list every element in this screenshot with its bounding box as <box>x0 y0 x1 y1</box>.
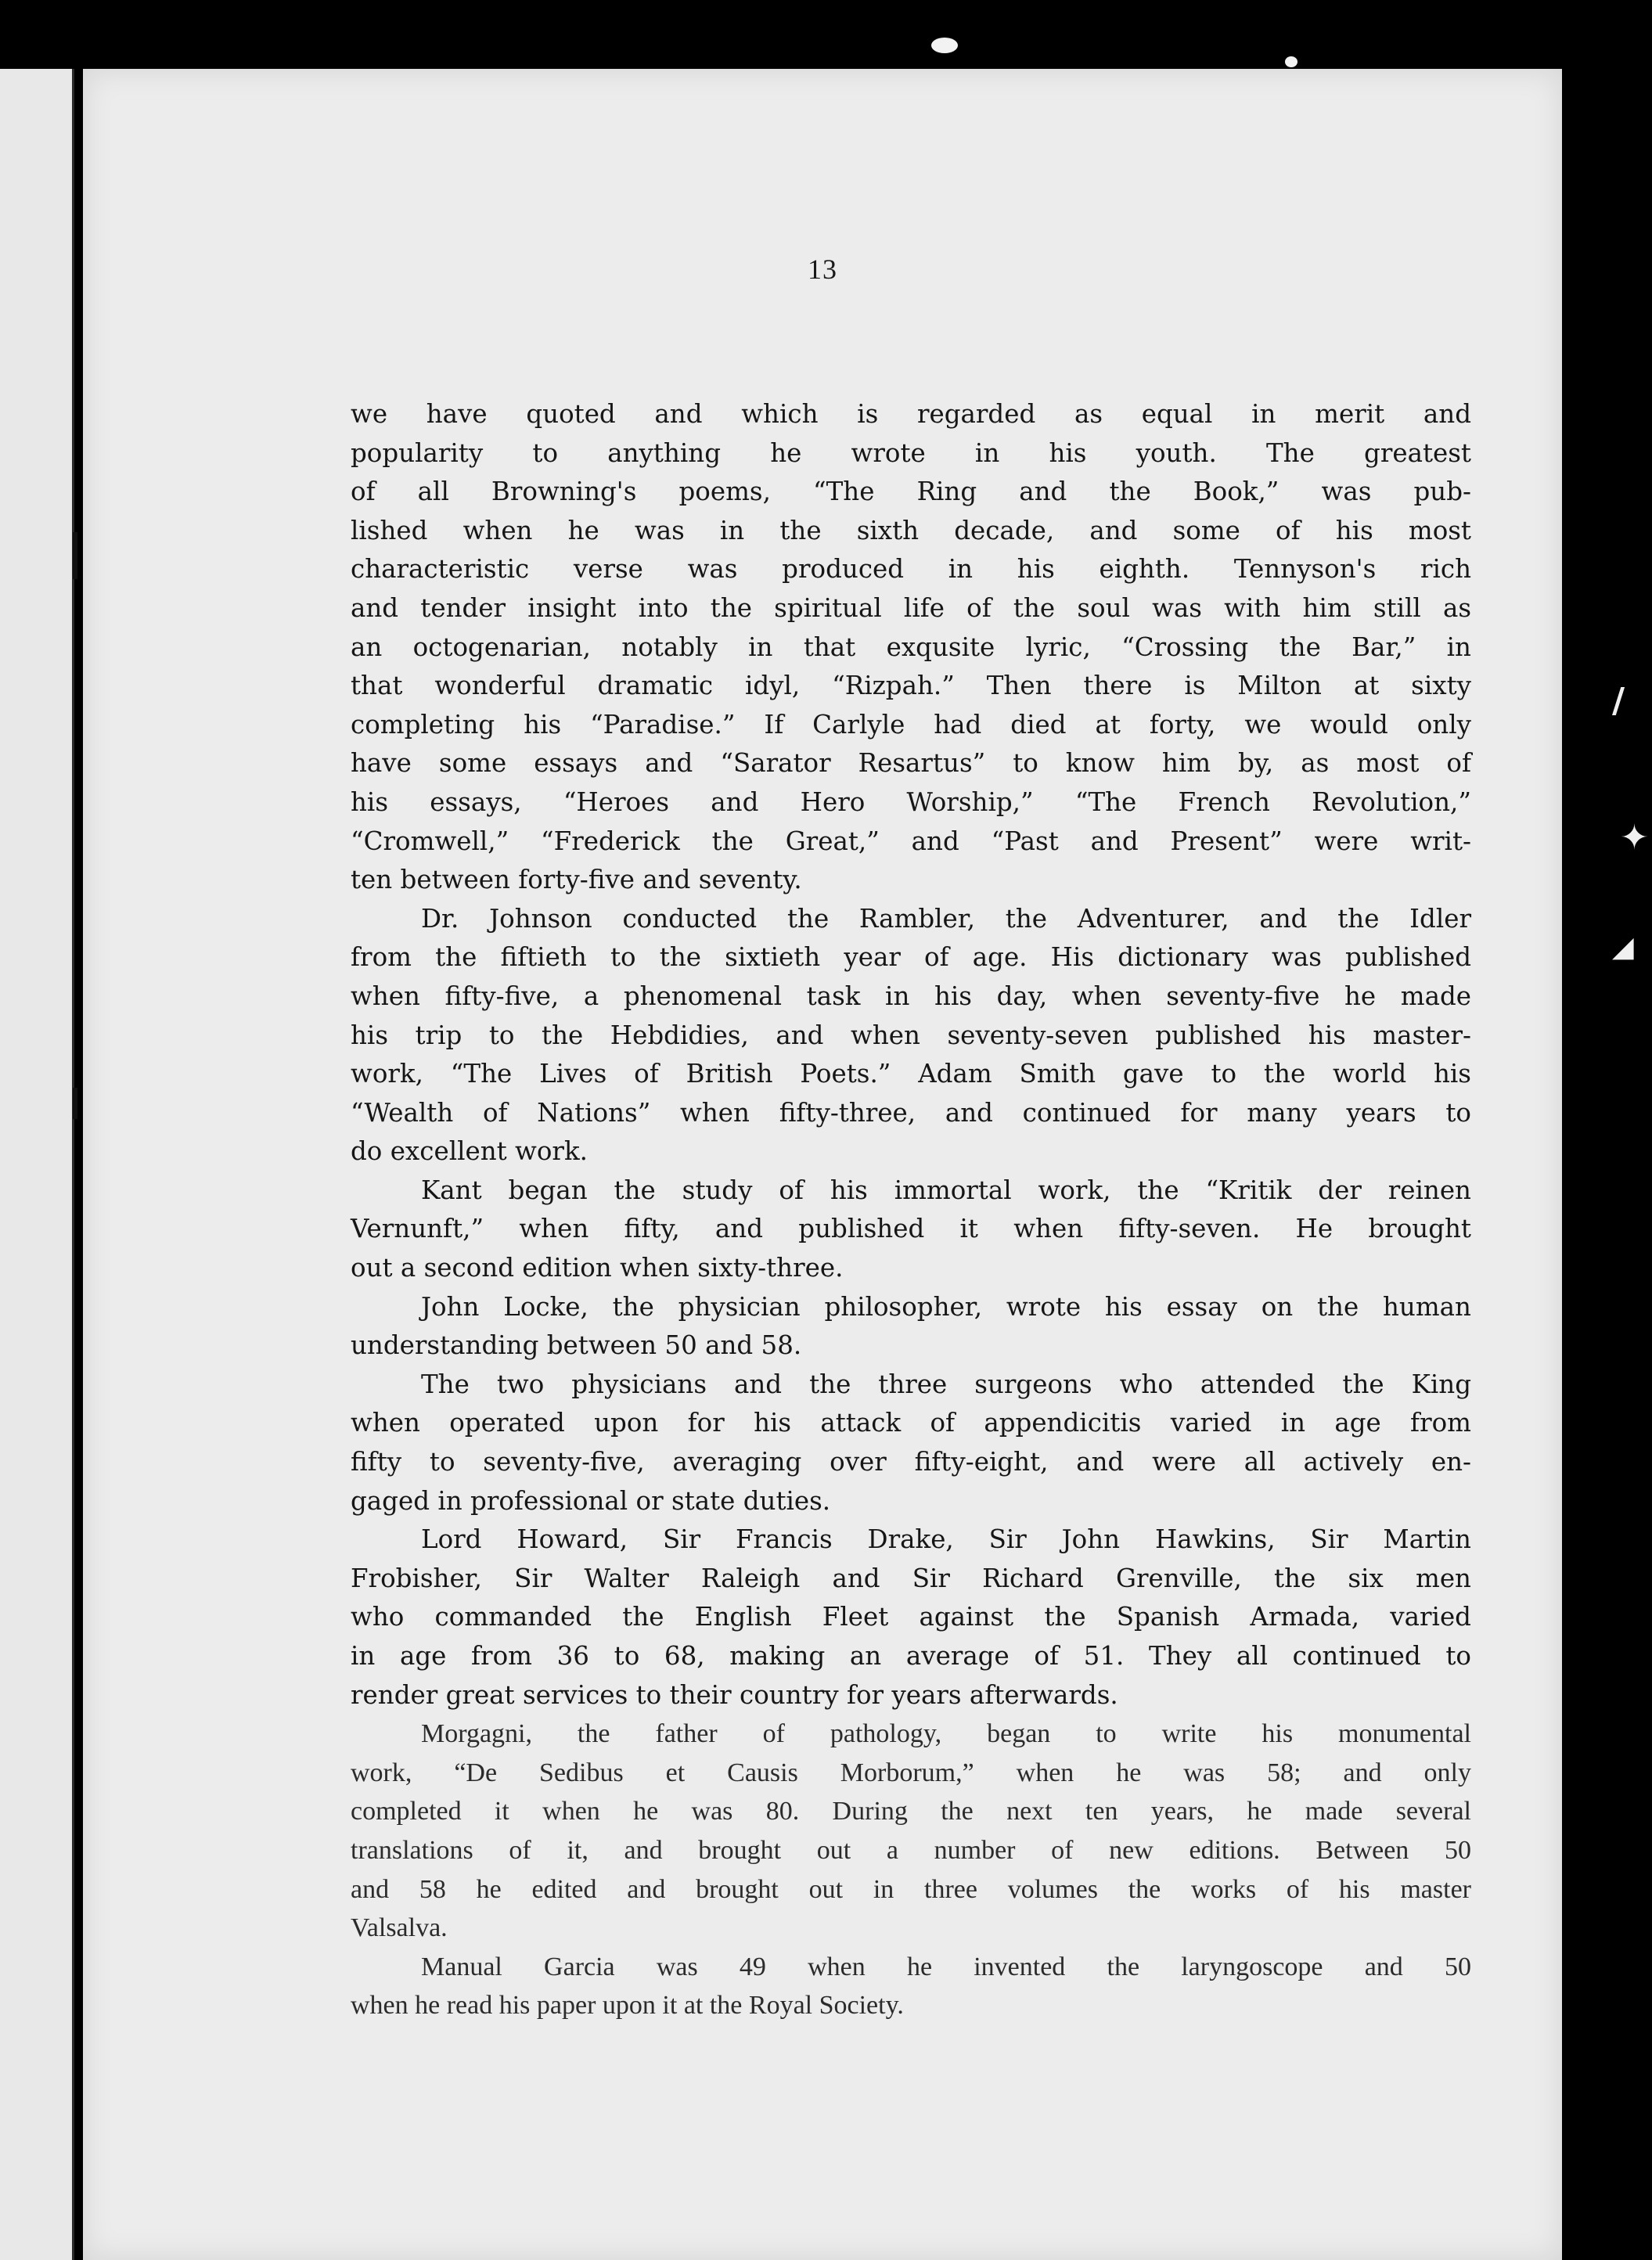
text-line: popularity to anything he wrote in his youth. The greatest <box>351 437 1471 468</box>
text-line: when fifty-five, a phenomenal task in his day, when seventy-five he made <box>351 981 1471 1011</box>
film-speck <box>1285 56 1297 67</box>
text-line: translations of it, and brought out a number of new editions. Between 50 <box>351 1835 1471 1865</box>
text-line: out a second edition when sixty-three. <box>351 1253 844 1283</box>
text-line: when he read his paper upon it at the Royal Society. <box>351 1991 904 2021</box>
text-line: that wonderful dramatic idyl, “Rizpah.” Then there is Milton at sixty <box>351 671 1471 701</box>
text-line: do excellent work. <box>351 1136 588 1167</box>
text-line: an octogenarian, notably in that exqusite lyric, “Crossing the Bar,” in <box>351 632 1471 662</box>
text-line: Manual Garcia was 49 when he invented the laryngoscope and 50 <box>421 1952 1471 1981</box>
text-line: “Cromwell,” “Frederick the Great,” and “Past and Present” were writ- <box>351 826 1471 856</box>
text-line: in age from 36 to 68, making an average of 51. They all continued to <box>351 1641 1471 1671</box>
text-line: work, “The Lives of British Poets.” Adam Smith gave to the world his <box>351 1059 1471 1089</box>
text-line: who commanded the English Fleet against the Spanish Armada, varied <box>351 1602 1471 1632</box>
text-line: we have quoted and which is regarded as equal in merit and <box>351 399 1471 429</box>
text-line: Lord Howard, Sir Francis Drake, Sir John Hawkins, Sir Martin <box>421 1524 1471 1555</box>
text-line: Frobisher, Sir Walter Raleigh and Sir Richard Grenville, the six men <box>351 1563 1471 1593</box>
text-line: Valsalva. <box>351 1913 448 1943</box>
text-line: from the fiftieth to the sixtieth year of age. His dictionary was published <box>351 942 1471 973</box>
binding-mark <box>73 532 77 579</box>
text-line: and 58 he edited and brought out in three volumes the works of his master <box>351 1874 1471 1904</box>
text-line: have some essays and “Sarator Resartus” to know him by, as most of <box>351 748 1471 779</box>
text-line: characteristic verse was produced in his eighth. Tennyson's rich <box>351 554 1471 585</box>
text-line: completing his “Paradise.” If Carlyle had died at forty, we would only <box>351 709 1471 740</box>
text-line: his trip to the Hebdidies, and when seventy-seven published his master- <box>351 1020 1471 1050</box>
text-line: completed it when he was 80. During the next ten years, he made several <box>351 1797 1471 1826</box>
text-line: work, “De Sedibus et Causis Morborum,” when he was 58; and only <box>351 1758 1471 1787</box>
adjacent-page-edge <box>0 69 74 2260</box>
text-line: his essays, “Heroes and Hero Worship,” “The French Revolution,” <box>351 786 1471 817</box>
text-line: of all Browning's poems, “The Ring and the Book,” was pub- <box>351 477 1471 507</box>
text-line: John Locke, the physician philosopher, wrote his essay on the human <box>421 1291 1471 1322</box>
scanned-page <box>83 69 1562 2260</box>
text-line: render great services to their country for years afterwards. <box>351 1679 1118 1710</box>
margin-mark: ✦ <box>1620 818 1649 858</box>
text-line: ten between forty-five and seventy. <box>351 865 802 895</box>
text-line: Morgagni, the father of pathology, began to write his monumental <box>421 1719 1471 1749</box>
text-line: and tender insight into the spiritual life of the soul was with him still as <box>351 592 1471 623</box>
body-text <box>351 395 1471 2025</box>
film-speck <box>931 38 958 53</box>
text-line: Kant began the study of his immortal work, the “Kritik der reinen <box>421 1175 1471 1205</box>
text-line: understanding between 50 and 58. <box>351 1330 802 1361</box>
text-line: gaged in professional or state duties. <box>351 1485 831 1516</box>
text-line: when operated upon for his attack of appendicitis varied in age from <box>351 1408 1471 1438</box>
text-line: The two physicians and the three surgeons who attended the King <box>421 1369 1471 1399</box>
text-line: Dr. Johnson conducted the Rambler, the Adventurer, and the Idler <box>421 903 1471 934</box>
margin-mark: / <box>1612 681 1625 721</box>
text-line: Vernunft,” when fifty, and published it when fifty-seven. He brought <box>351 1214 1471 1244</box>
margin-mark: ◢ <box>1612 931 1634 963</box>
binding-mark <box>73 1088 77 1119</box>
text-line: lished when he was in the sixth decade, and some of his most <box>351 515 1471 545</box>
text-line: fifty to seventy-five, averaging over fifty-eight, and were all actively en- <box>351 1447 1471 1477</box>
page-number: 13 <box>808 254 837 285</box>
text-line: “Wealth of Nations” when fifty-three, and continued for many years to <box>351 1097 1471 1128</box>
